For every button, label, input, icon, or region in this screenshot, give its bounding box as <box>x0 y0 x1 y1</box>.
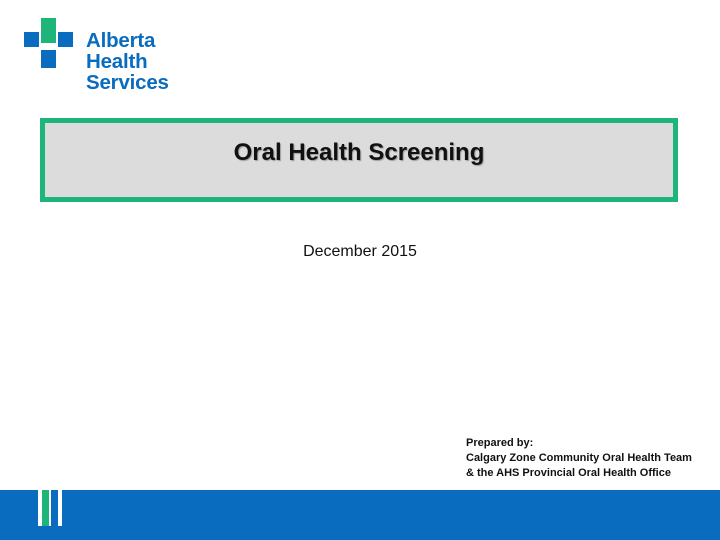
prepared-by-line-2: & the AHS Provincial Oral Health Office <box>466 467 671 479</box>
logo-line-2: Services <box>86 71 169 94</box>
logo-wordmark <box>86 30 214 93</box>
footer-bar <box>0 490 720 540</box>
ahs-footer-mark-icon <box>38 490 62 526</box>
prepared-by-heading: Prepared by: <box>466 437 534 449</box>
prepared-by-line-1: Calgary Zone Community Oral Health Team <box>466 452 692 464</box>
ahs-logo <box>24 18 214 94</box>
logo-line-1: Alberta Health <box>86 29 156 73</box>
title-box <box>40 118 678 202</box>
ahs-cross-logo-icon <box>24 18 80 72</box>
prepared-by-block <box>466 436 692 481</box>
slide-title: Oral Health Screening <box>233 139 485 166</box>
slide-date: December 2015 <box>303 243 417 260</box>
